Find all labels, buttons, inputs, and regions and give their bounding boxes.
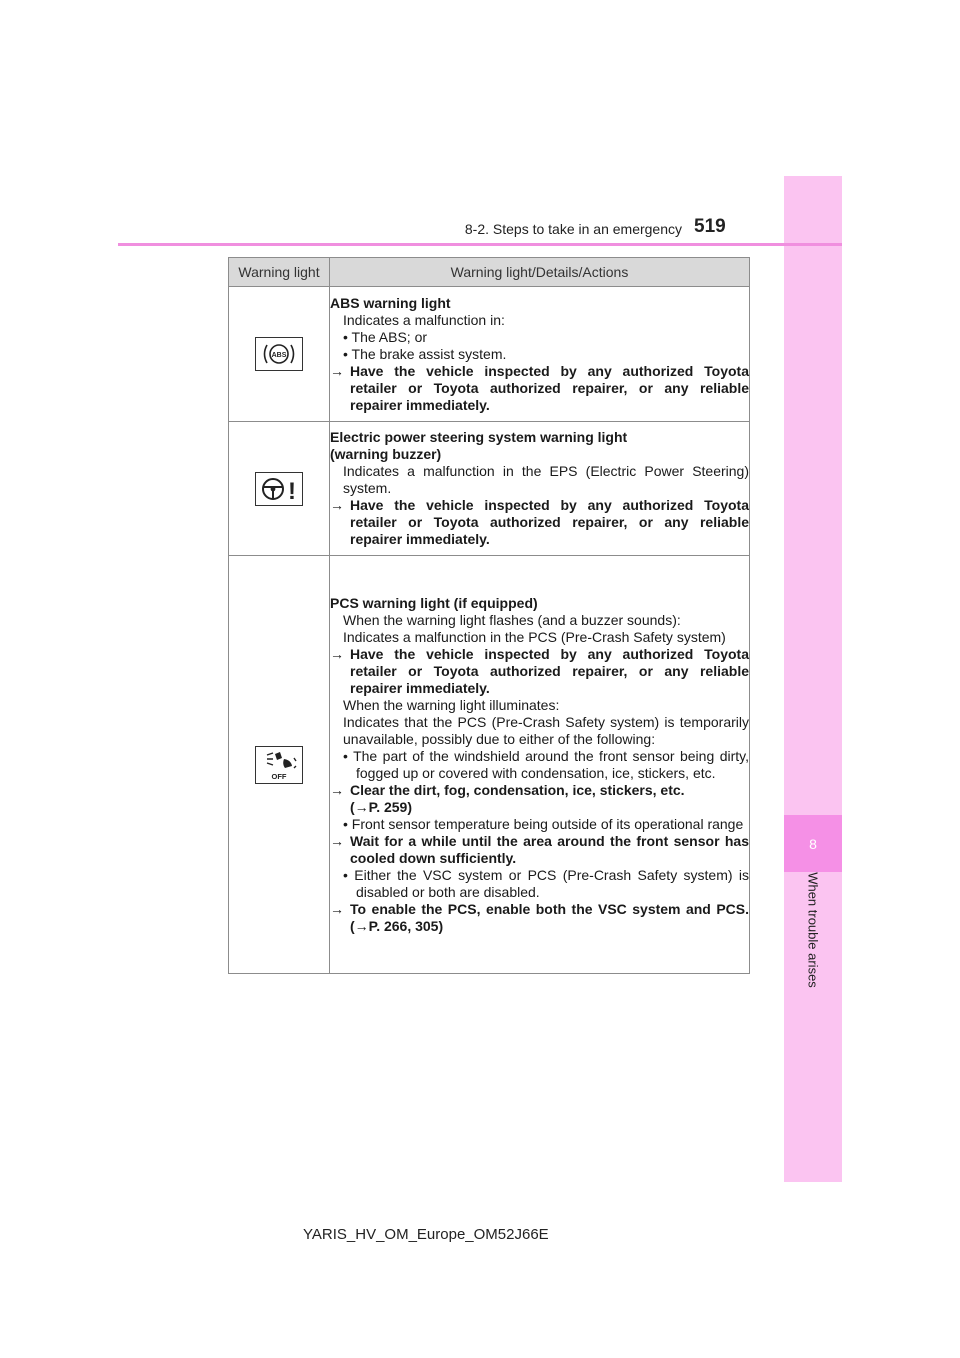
exclamation-mark: !	[288, 477, 296, 503]
action-item	[330, 901, 749, 935]
table-row	[229, 287, 750, 422]
bullet-item: • The ABS; or	[343, 328, 428, 345]
bullet-item: • Front sensor temperature being outside of its operational range	[343, 815, 744, 832]
details-cell	[330, 287, 750, 422]
page-reference: (→P. 259)	[350, 798, 412, 815]
row-subtitle: (warning buzzer)	[330, 446, 442, 462]
row-title: PCS warning light (if equipped)	[330, 594, 538, 611]
pcs-warning-icon	[255, 746, 303, 784]
icon-cell	[229, 422, 330, 556]
detail-text: When the warning light illuminates:	[343, 696, 560, 713]
action-item	[330, 497, 749, 548]
action-text: Have the vehicle inspected by any authorized Toyota retailer or Toyota authorized repairer, or any reliable repairer immediately.	[350, 497, 749, 547]
detail-text: Indicates a malfunction in the EPS (Electric Power Steering) system.	[343, 463, 749, 496]
table-row	[229, 556, 750, 974]
header-rule	[118, 243, 842, 246]
detail-text: Indicates a malfunction in the PCS (Pre-Crash Safety system)	[343, 628, 726, 645]
action-text: Wait for a while until the area around the front sensor has cooled down sufficiently.	[350, 832, 749, 866]
arrow-icon: →	[330, 497, 344, 513]
table-row	[229, 422, 750, 556]
bullet-item: • The part of the windshield around the front sensor being dirty, fogged up or covered with condensation, ice, stickers, etc.	[343, 747, 749, 781]
table-header-row	[229, 258, 750, 287]
bullet-item: • Either the VSC system or PCS (Pre-Crash Safety system) is disabled or both are disabled.	[343, 866, 749, 900]
abs-icon-label: ABS	[271, 352, 287, 359]
row-title: ABS warning light	[330, 294, 451, 311]
arrow-icon: →	[330, 832, 344, 849]
action-text: Have the vehicle inspected by any authorized Toyota retailer or Toyota authorized repairer, or any reliable repairer immediately.	[350, 362, 749, 413]
action-text: Have the vehicle inspected by any authorized Toyota retailer or Toyota authorized repairer, or any reliable repairer immediately.	[350, 645, 749, 696]
chapter-side-tab	[784, 176, 842, 1182]
icon-cell	[229, 556, 330, 974]
warning-light-table	[228, 257, 750, 974]
col-header-details: Warning light/Details/Actions	[330, 258, 750, 287]
action-item	[330, 833, 749, 867]
icon-cell	[229, 287, 330, 422]
detail-text: Indicates that the PCS (Pre-Crash Safety system) is temporarily unavailable, possibly due to either of the following:	[343, 713, 749, 747]
arrow-icon: →	[330, 781, 344, 798]
details-cell	[330, 556, 750, 974]
section-title: 8-2. Steps to take in an emergency	[464, 221, 682, 237]
bullet-item: • The brake assist system.	[343, 345, 507, 362]
action-text: To enable the PCS, enable both the VSC system and PCS. (→P. 266, 305)	[350, 900, 749, 934]
details-cell	[330, 422, 750, 556]
action-item	[330, 363, 749, 414]
document-code: YARIS_HV_OM_Europe_OM52J66E	[303, 1226, 549, 1243]
detail-text: Indicates a malfunction in:	[343, 311, 505, 328]
arrow-icon: →	[330, 645, 344, 662]
row-title: Electric power steering system warning light	[330, 429, 628, 445]
chapter-title: When trouble arises	[805, 872, 821, 988]
arrow-icon: →	[330, 362, 344, 379]
page-number: 519	[694, 216, 726, 237]
action-item	[330, 782, 749, 799]
col-header-warning-light: Warning light	[229, 258, 330, 287]
action-item	[330, 646, 749, 697]
chapter-number: 8	[809, 835, 817, 852]
detail-text: When the warning light flashes (and a buzzer sounds):	[343, 611, 681, 628]
action-text: Clear the dirt, fog, condensation, ice, stickers, etc.	[350, 781, 685, 798]
arrow-icon: →	[330, 900, 344, 917]
abs-warning-icon	[255, 337, 303, 371]
off-label: OFF	[271, 771, 287, 781]
power-steering-warning-icon	[255, 472, 303, 506]
